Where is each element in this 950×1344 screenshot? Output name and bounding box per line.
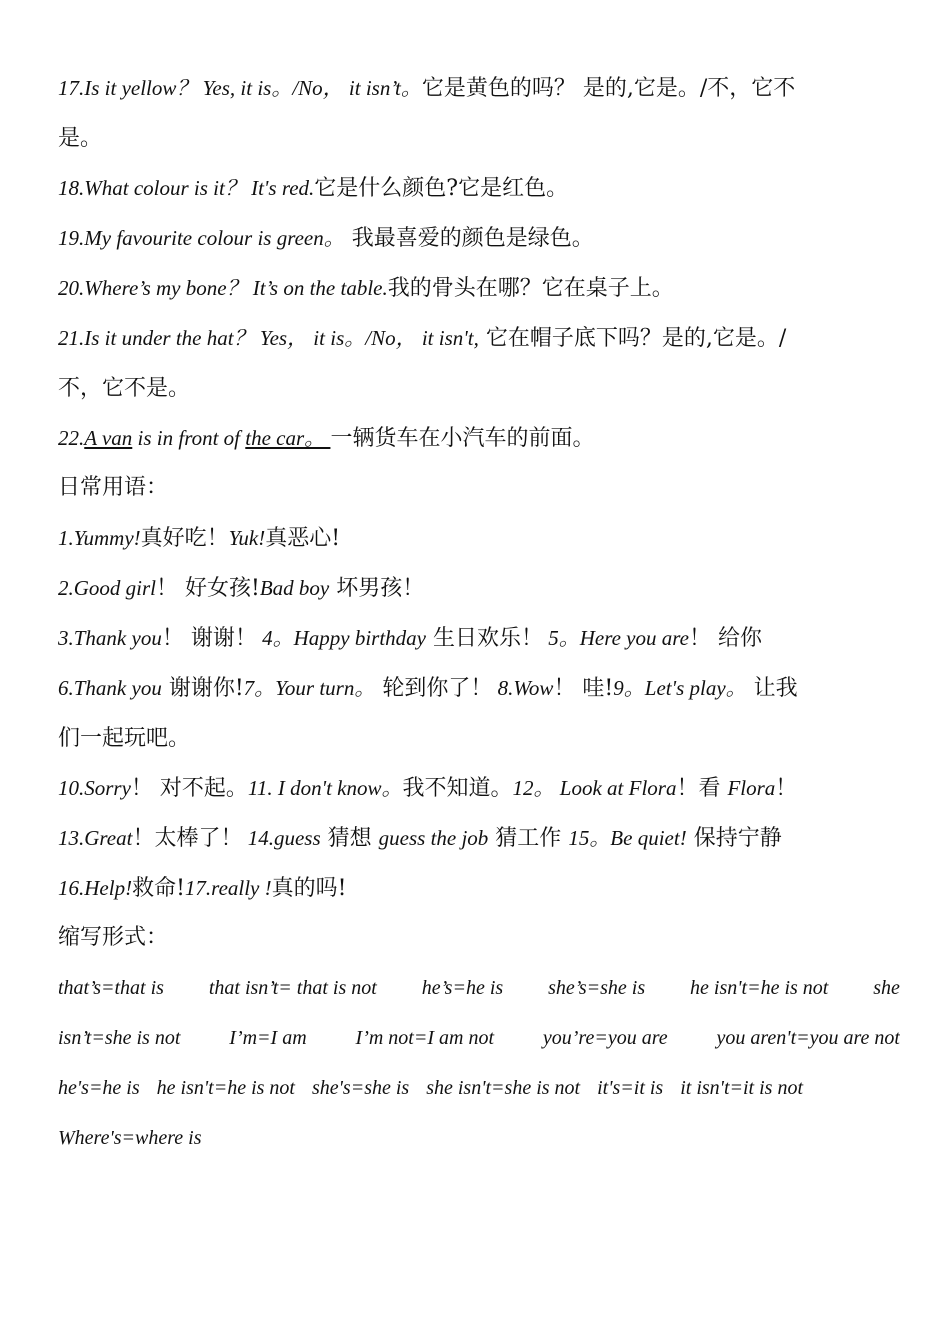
daily-15-english: 15。Be quiet!	[568, 826, 687, 850]
sentence-21-continued	[58, 363, 900, 413]
abbreviations-row-3	[58, 1063, 900, 1113]
daily-4-english: 4。Happy birthday	[256, 626, 426, 650]
abbreviations-row-4	[58, 1113, 900, 1163]
sentence-21	[58, 313, 900, 363]
abbr-item: I’m=I am	[229, 1027, 307, 1049]
daily-8-english: 8.Wow	[492, 676, 554, 700]
daily-line-1	[58, 513, 900, 563]
abbr-item: that isn’t= that is not	[208, 977, 377, 999]
sentence-21-chinese-end: 不，它不是。	[58, 376, 191, 401]
daily-expressions-heading: 日常用语：	[58, 475, 169, 500]
sentence-22-underlined-a-van: A van	[84, 426, 133, 450]
daily-3-english: 3.Thank you	[58, 626, 162, 650]
daily-1-chinese: 真好吃！	[140, 526, 229, 551]
daily-8-chinese: ！ 哇!	[553, 676, 614, 701]
daily-11-chinese: 我不知道。	[402, 776, 513, 801]
sentence-22	[58, 413, 900, 463]
sentence-17-english: 17.Is it yellow？ Yes, it is。/No， it isn’t。	[58, 76, 422, 100]
daily-5-english: 5。Here you are	[542, 626, 689, 650]
daily-line-5	[58, 763, 900, 813]
daily-2-english: 2.Good girl	[58, 576, 157, 600]
daily-line-2	[58, 563, 900, 613]
daily-14b-chinese: 猜工作	[488, 826, 569, 851]
daily-12-english: 12。 Look at Flora	[512, 776, 677, 800]
sentence-18	[58, 163, 900, 213]
abbr-item: she's=she is	[311, 1077, 410, 1099]
sentence-22-chinese: 一辆货车在小汽车的前面。	[330, 426, 595, 451]
sentence-22-number: 22.	[58, 426, 85, 450]
daily-12-chinese: ！看	[676, 776, 728, 801]
daily-line-4	[58, 663, 900, 713]
abbr-item: she’s=she is	[548, 977, 646, 999]
daily-5-chinese: ！ 给你	[688, 626, 762, 651]
daily-1-english: 1.Yummy!	[58, 526, 141, 550]
daily-17-english: 17.really !	[184, 876, 272, 900]
daily-7-english: 7。Your turn。	[243, 676, 376, 700]
abbr-item: it's=it is	[597, 1077, 664, 1099]
daily-13-chinese: ！太棒了！	[132, 826, 243, 851]
daily-14b-english: guess the job	[378, 826, 489, 850]
daily-line-4-continued	[58, 713, 900, 763]
daily-2b-chinese: 坏男孩！	[329, 576, 425, 601]
daily-line-6	[58, 813, 900, 863]
daily-12-name: Flora	[727, 776, 776, 800]
sentence-20	[58, 263, 900, 313]
abbr-item: Where's=where is	[58, 1127, 202, 1149]
abbr-item: you aren't=you are not	[716, 1027, 900, 1049]
sentence-18-english: 18.What colour is it？ It's red.	[58, 176, 315, 200]
sentence-17-chinese-end: 是。	[58, 126, 103, 151]
abbr-item: isn’t=she is not	[58, 1027, 181, 1049]
abbr-item: that’s=that is	[58, 977, 164, 999]
sentence-19-chinese: 我最喜爱的颜色是绿色。	[344, 226, 594, 251]
daily-line-7	[58, 863, 900, 913]
sentence-19-english: 19.My favourite colour is green。	[58, 226, 345, 250]
abbr-item: you’re=you are	[542, 1027, 668, 1049]
document-page	[58, 63, 900, 1163]
daily-16-chinese: 救命!	[132, 876, 185, 901]
daily-10-chinese: ！ 对不起。	[130, 776, 248, 801]
abbr-item: he's=he is	[58, 1077, 140, 1099]
daily-3-chinese: ！ 谢谢！	[161, 626, 257, 651]
abbr-item: she isn't=she is not	[426, 1077, 581, 1099]
abbr-item: she	[873, 977, 900, 999]
sentence-17-chinese: 它是黄色的吗？ 是的,它是。/不，它不	[421, 76, 796, 101]
abbr-item: it isn't=it is not	[680, 1077, 804, 1099]
abbreviations-heading: 缩写形式：	[58, 925, 169, 950]
daily-2-chinese: ！ 好女孩!	[156, 576, 260, 601]
sentence-17	[58, 63, 900, 113]
abbr-item: he isn't=he is not	[156, 1077, 295, 1099]
daily-6-chinese: 谢谢你!	[161, 676, 244, 701]
sentence-22-underlined-the-car: the car。	[245, 426, 331, 450]
daily-2b-english: Bad boy	[259, 576, 330, 600]
sentence-21-english: 21.Is it under the hat？ Yes， it is。/No， it isn't,	[58, 326, 479, 350]
daily-1b-chinese: 真恶心!	[265, 526, 341, 551]
sentence-17-continued	[58, 113, 900, 163]
abbreviations-row-1	[58, 963, 900, 1013]
sentence-20-english: 20.Where’s my bone？ It’s on the table.	[58, 276, 388, 300]
daily-9-chinese: 让我	[746, 676, 798, 701]
daily-14-chinese: 猜想	[320, 826, 379, 851]
sentence-19	[58, 213, 900, 263]
sentence-22-middle: is in front of	[132, 426, 246, 450]
abbr-item: I’m not=I am not	[355, 1027, 495, 1049]
daily-9-english: 9。Let's play。	[613, 676, 747, 700]
daily-6-english: 6.Thank you	[58, 676, 162, 700]
daily-9-chinese-end: 们一起玩吧。	[58, 726, 191, 751]
daily-11-english: 11. I don't know。	[247, 776, 403, 800]
daily-14-english: 14.guess	[242, 826, 321, 850]
daily-1b-english: Yuk!	[228, 526, 266, 550]
daily-17-chinese: 真的吗!	[271, 876, 347, 901]
sentence-20-chinese: 我的骨头在哪？它在桌子上。	[387, 276, 674, 301]
abbr-item: he’s=he is	[421, 977, 504, 999]
daily-7-chinese: 轮到你了！	[375, 676, 493, 701]
daily-15-chinese: 保持宁静	[686, 826, 782, 851]
daily-4-chinese: 生日欢乐！	[425, 626, 543, 651]
daily-10-english: 10.Sorry	[58, 776, 131, 800]
sentence-21-chinese: 它在帽子底下吗？是的,它是。/	[478, 326, 787, 351]
daily-12-end: ！	[775, 776, 798, 801]
abbr-item: he isn't=he is not	[690, 977, 829, 999]
daily-13-english: 13.Great	[58, 826, 133, 850]
daily-line-3	[58, 613, 900, 663]
daily-16-english: 16.Help!	[58, 876, 133, 900]
abbreviations-row-2	[58, 1013, 900, 1063]
sentence-18-chinese: 它是什么颜色?它是红色。	[314, 176, 569, 201]
